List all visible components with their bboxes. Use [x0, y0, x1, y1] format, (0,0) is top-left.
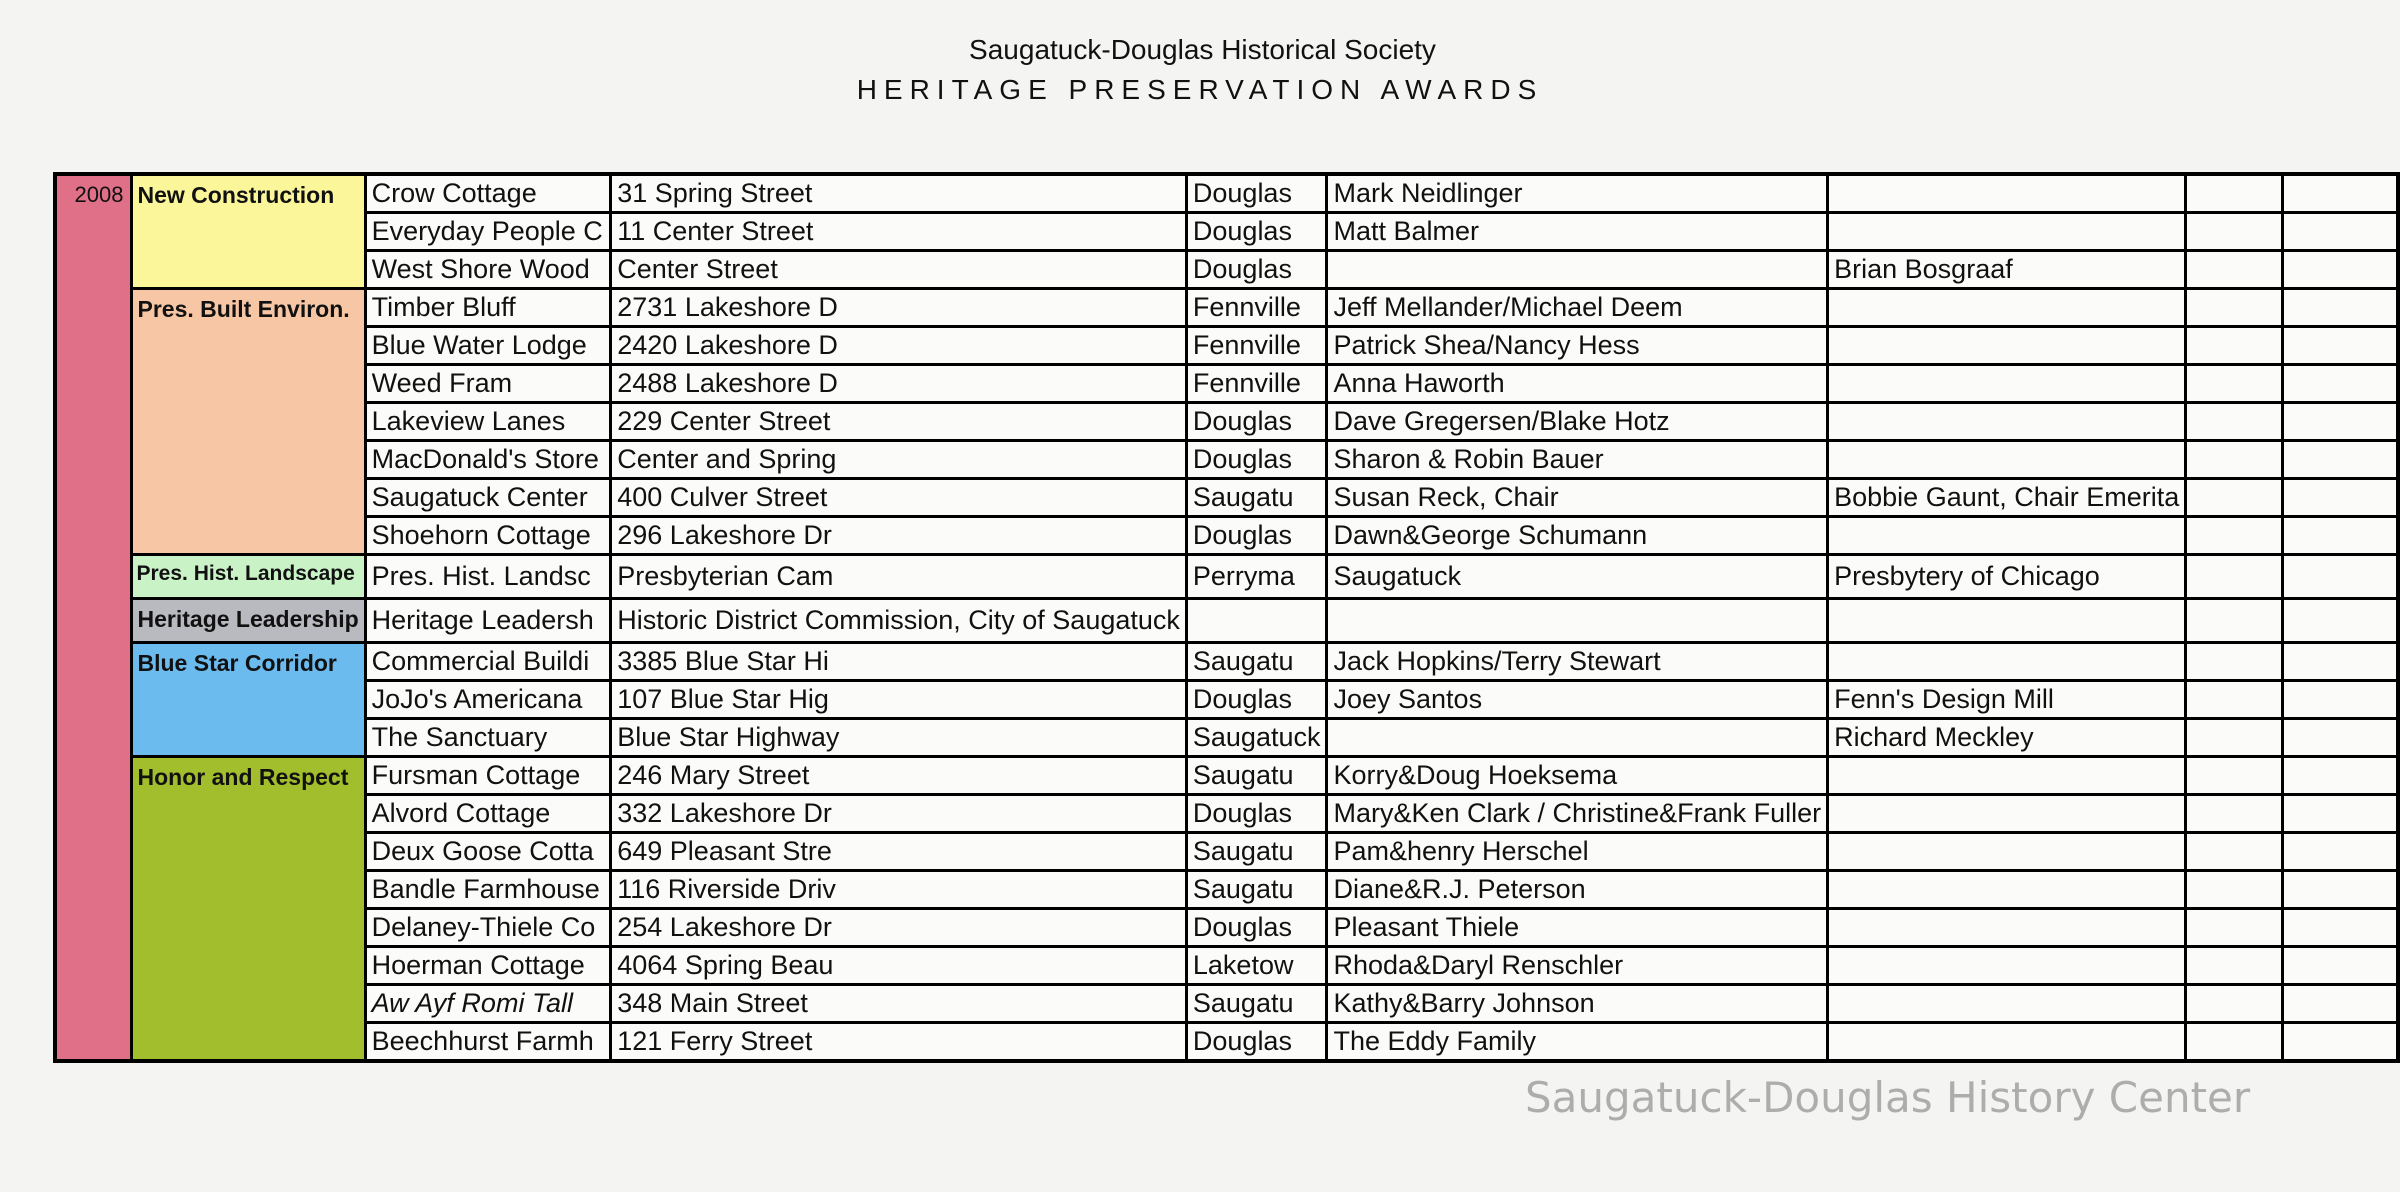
property-cell: The Sanctuary	[365, 719, 611, 757]
other-cell	[1828, 599, 2186, 643]
table-row	[55, 289, 2398, 327]
address-cell: 229 Center Street	[611, 403, 1187, 441]
empty-cell	[2283, 327, 2398, 365]
other-cell	[1828, 213, 2186, 251]
table-row	[55, 174, 2398, 213]
empty-cell	[2186, 289, 2283, 327]
table-row	[55, 403, 2398, 441]
address-cell: 3385 Blue Star Hi	[611, 643, 1187, 681]
city-cell: Saugatu	[1186, 757, 1327, 795]
year-cell: 2008	[55, 174, 131, 1061]
other-cell	[1828, 365, 2186, 403]
empty-cell	[2283, 479, 2398, 517]
empty-cell	[2283, 1023, 2398, 1062]
property-cell: Bandle Farmhouse	[365, 871, 611, 909]
other-cell	[1828, 327, 2186, 365]
empty-cell	[2186, 517, 2283, 555]
empty-cell	[2186, 174, 2283, 213]
owner-cell: Mark Neidlinger	[1327, 174, 1828, 213]
other-cell	[1828, 871, 2186, 909]
empty-cell	[2186, 213, 2283, 251]
property-cell: JoJo's Americana	[365, 681, 611, 719]
table-row	[55, 327, 2398, 365]
city-cell: Fennville	[1186, 327, 1327, 365]
property-cell: Everyday People C	[365, 213, 611, 251]
empty-cell	[2283, 174, 2398, 213]
empty-cell	[2186, 985, 2283, 1023]
empty-cell	[2186, 909, 2283, 947]
empty-cell	[2283, 681, 2398, 719]
category-new-construction: New Construction	[131, 174, 365, 289]
empty-cell	[2186, 479, 2283, 517]
document-title: HERITAGE PRESERVATION AWARDS	[856, 74, 1544, 105]
city-cell: Douglas	[1186, 681, 1327, 719]
other-cell	[1828, 174, 2186, 213]
other-cell: Presbytery of Chicago	[1828, 555, 2186, 599]
other-cell	[1828, 947, 2186, 985]
owner-cell	[1327, 599, 1828, 643]
city-cell: Saugatu	[1186, 985, 1327, 1023]
empty-cell	[2186, 833, 2283, 871]
owner-cell: Matt Balmer	[1327, 213, 1828, 251]
other-cell: Brian Bosgraaf	[1828, 251, 2186, 289]
empty-cell	[2186, 251, 2283, 289]
city-cell	[1186, 599, 1327, 643]
table-row	[55, 251, 2398, 289]
address-cell: Presbyterian Cam	[611, 555, 1187, 599]
owner-cell: Diane&R.J. Peterson	[1327, 871, 1828, 909]
address-cell: 254 Lakeshore Dr	[611, 909, 1187, 947]
empty-cell	[2186, 1023, 2283, 1062]
address-cell: 31 Spring Street	[611, 174, 1187, 213]
table-row	[55, 555, 2398, 599]
property-cell: Blue Water Lodge	[365, 327, 611, 365]
address-cell: 348 Main Street	[611, 985, 1187, 1023]
empty-cell	[2283, 251, 2398, 289]
empty-cell	[2283, 909, 2398, 947]
other-cell	[1828, 795, 2186, 833]
property-cell: Delaney-Thiele Co	[365, 909, 611, 947]
empty-cell	[2186, 365, 2283, 403]
city-cell: Douglas	[1186, 174, 1327, 213]
city-cell: Douglas	[1186, 795, 1327, 833]
property-cell: Shoehorn Cottage	[365, 517, 611, 555]
table-row	[55, 985, 2398, 1023]
empty-cell	[2283, 947, 2398, 985]
table-row	[55, 643, 2398, 681]
empty-cell	[2186, 599, 2283, 643]
table-row	[55, 947, 2398, 985]
address-cell: 246 Mary Street	[611, 757, 1187, 795]
address-cell: 400 Culver Street	[611, 479, 1187, 517]
empty-cell	[2186, 719, 2283, 757]
empty-cell	[2283, 719, 2398, 757]
city-cell: Saugatuck	[1186, 719, 1327, 757]
address-cell: 4064 Spring Beau	[611, 947, 1187, 985]
owner-cell: Kathy&Barry Johnson	[1327, 985, 1828, 1023]
owner-cell: Pam&henry Herschel	[1327, 833, 1828, 871]
empty-cell	[2283, 555, 2398, 599]
owner-cell: Patrick Shea/Nancy Hess	[1327, 327, 1828, 365]
owner-cell	[1327, 251, 1828, 289]
empty-cell	[2283, 441, 2398, 479]
table-row	[55, 681, 2398, 719]
other-cell: Richard Meckley	[1828, 719, 2186, 757]
other-cell	[1828, 441, 2186, 479]
owner-cell: Dave Gregersen/Blake Hotz	[1327, 403, 1828, 441]
category-blue-star-corridor: Blue Star Corridor	[131, 643, 365, 757]
address-cell: Blue Star Highway	[611, 719, 1187, 757]
table-row	[55, 441, 2398, 479]
table-row	[55, 599, 2398, 643]
owner-cell	[1327, 719, 1828, 757]
owner-cell: Mary&Ken Clark / Christine&Frank Fuller	[1327, 795, 1828, 833]
awards-table	[53, 172, 2400, 1063]
property-cell: Beechhurst Farmh	[365, 1023, 611, 1062]
owner-cell: Susan Reck, Chair	[1327, 479, 1828, 517]
other-cell	[1828, 1023, 2186, 1062]
property-cell: Saugatuck Center	[365, 479, 611, 517]
property-cell: Lakeview Lanes	[365, 403, 611, 441]
address-cell: 296 Lakeshore Dr	[611, 517, 1187, 555]
empty-cell	[2186, 681, 2283, 719]
empty-cell	[2186, 947, 2283, 985]
owner-cell: Pleasant Thiele	[1327, 909, 1828, 947]
address-cell: 649 Pleasant Stre	[611, 833, 1187, 871]
owner-cell: Dawn&George Schumann	[1327, 517, 1828, 555]
empty-cell	[2186, 795, 2283, 833]
owner-cell: Joey Santos	[1327, 681, 1828, 719]
table-row	[55, 719, 2398, 757]
city-cell: Douglas	[1186, 213, 1327, 251]
city-cell: Douglas	[1186, 909, 1327, 947]
owner-cell: Anna Haworth	[1327, 365, 1828, 403]
table-row	[55, 365, 2398, 403]
other-cell	[1828, 757, 2186, 795]
owner-cell: The Eddy Family	[1327, 1023, 1828, 1062]
property-cell: Crow Cottage	[365, 174, 611, 213]
other-cell	[1828, 517, 2186, 555]
property-cell: Aw Ayf Romi Tall	[365, 985, 611, 1023]
empty-cell	[2283, 213, 2398, 251]
city-cell: Saugatu	[1186, 833, 1327, 871]
owner-cell: Jeff Mellander/Michael Deem	[1327, 289, 1828, 327]
empty-cell	[2283, 289, 2398, 327]
city-cell: Fennville	[1186, 289, 1327, 327]
table-row	[55, 909, 2398, 947]
address-cell: Center and Spring	[611, 441, 1187, 479]
other-cell	[1828, 289, 2186, 327]
organization-name: Saugatuck-Douglas Historical Society	[969, 34, 1436, 65]
empty-cell	[2283, 757, 2398, 795]
table-row	[55, 213, 2398, 251]
property-cell: Timber Bluff	[365, 289, 611, 327]
empty-cell	[2283, 833, 2398, 871]
empty-cell	[2283, 517, 2398, 555]
property-cell: Weed Fram	[365, 365, 611, 403]
other-cell	[1828, 985, 2186, 1023]
city-cell: Saugatu	[1186, 479, 1327, 517]
owner-cell: Rhoda&Daryl Renschler	[1327, 947, 1828, 985]
empty-cell	[2283, 985, 2398, 1023]
property-cell: MacDonald's Store	[365, 441, 611, 479]
other-cell: Fenn's Design Mill	[1828, 681, 2186, 719]
city-cell: Douglas	[1186, 517, 1327, 555]
city-cell: Douglas	[1186, 251, 1327, 289]
address-cell: 2420 Lakeshore D	[611, 327, 1187, 365]
table-row	[55, 479, 2398, 517]
empty-cell	[2186, 643, 2283, 681]
other-cell	[1828, 909, 2186, 947]
other-cell	[1828, 643, 2186, 681]
address-cell: 2731 Lakeshore D	[611, 289, 1187, 327]
property-cell: West Shore Wood	[365, 251, 611, 289]
empty-cell	[2283, 871, 2398, 909]
property-cell: Hoerman Cottage	[365, 947, 611, 985]
other-cell	[1828, 833, 2186, 871]
address-cell: 332 Lakeshore Dr	[611, 795, 1187, 833]
category-pres-built-environ: Pres. Built Environ.	[131, 289, 365, 555]
empty-cell	[2283, 599, 2398, 643]
address-cell: Historic District Commission, City of Saugatuck	[611, 599, 1187, 643]
address-cell: Center Street	[611, 251, 1187, 289]
city-cell: Perryma	[1186, 555, 1327, 599]
table-row	[55, 757, 2398, 795]
table-row	[55, 517, 2398, 555]
empty-cell	[2186, 871, 2283, 909]
city-cell: Douglas	[1186, 441, 1327, 479]
city-cell: Douglas	[1186, 1023, 1327, 1062]
property-cell: Deux Goose Cotta	[365, 833, 611, 871]
address-cell: 116 Riverside Driv	[611, 871, 1187, 909]
watermark: Saugatuck-Douglas History Center	[1525, 1073, 2251, 1122]
address-cell: 2488 Lakeshore D	[611, 365, 1187, 403]
empty-cell	[2186, 403, 2283, 441]
table-row	[55, 871, 2398, 909]
city-cell: Fennville	[1186, 365, 1327, 403]
other-cell: Bobbie Gaunt, Chair Emerita	[1828, 479, 2186, 517]
city-cell: Laketow	[1186, 947, 1327, 985]
category-heritage-leadership: Heritage Leadership	[131, 599, 365, 643]
other-cell	[1828, 403, 2186, 441]
owner-cell: Jack Hopkins/Terry Stewart	[1327, 643, 1828, 681]
city-cell: Saugatu	[1186, 871, 1327, 909]
empty-cell	[2186, 555, 2283, 599]
empty-cell	[2283, 795, 2398, 833]
property-cell: Heritage Leadersh	[365, 599, 611, 643]
property-cell: Commercial Buildi	[365, 643, 611, 681]
empty-cell	[2186, 441, 2283, 479]
address-cell: 11 Center Street	[611, 213, 1187, 251]
address-cell: 107 Blue Star Hig	[611, 681, 1187, 719]
empty-cell	[2186, 327, 2283, 365]
property-cell: Alvord Cottage	[365, 795, 611, 833]
empty-cell	[2283, 643, 2398, 681]
document-header	[0, 34, 2400, 106]
owner-cell: Korry&Doug Hoeksema	[1327, 757, 1828, 795]
owner-cell: Sharon & Robin Bauer	[1327, 441, 1828, 479]
table-row	[55, 1023, 2398, 1062]
empty-cell	[2186, 757, 2283, 795]
city-cell: Saugatu	[1186, 643, 1327, 681]
empty-cell	[2283, 365, 2398, 403]
owner-cell: Saugatuck	[1327, 555, 1828, 599]
city-cell: Douglas	[1186, 403, 1327, 441]
property-cell: Fursman Cottage	[365, 757, 611, 795]
table-row	[55, 833, 2398, 871]
category-honor-and-respect: Honor and Respect	[131, 757, 365, 1062]
empty-cell	[2283, 403, 2398, 441]
address-cell: 121 Ferry Street	[611, 1023, 1187, 1062]
property-cell: Pres. Hist. Landsc	[365, 555, 611, 599]
category-pres-hist-landscape: Pres. Hist. Landscape	[131, 555, 365, 599]
table-row	[55, 795, 2398, 833]
